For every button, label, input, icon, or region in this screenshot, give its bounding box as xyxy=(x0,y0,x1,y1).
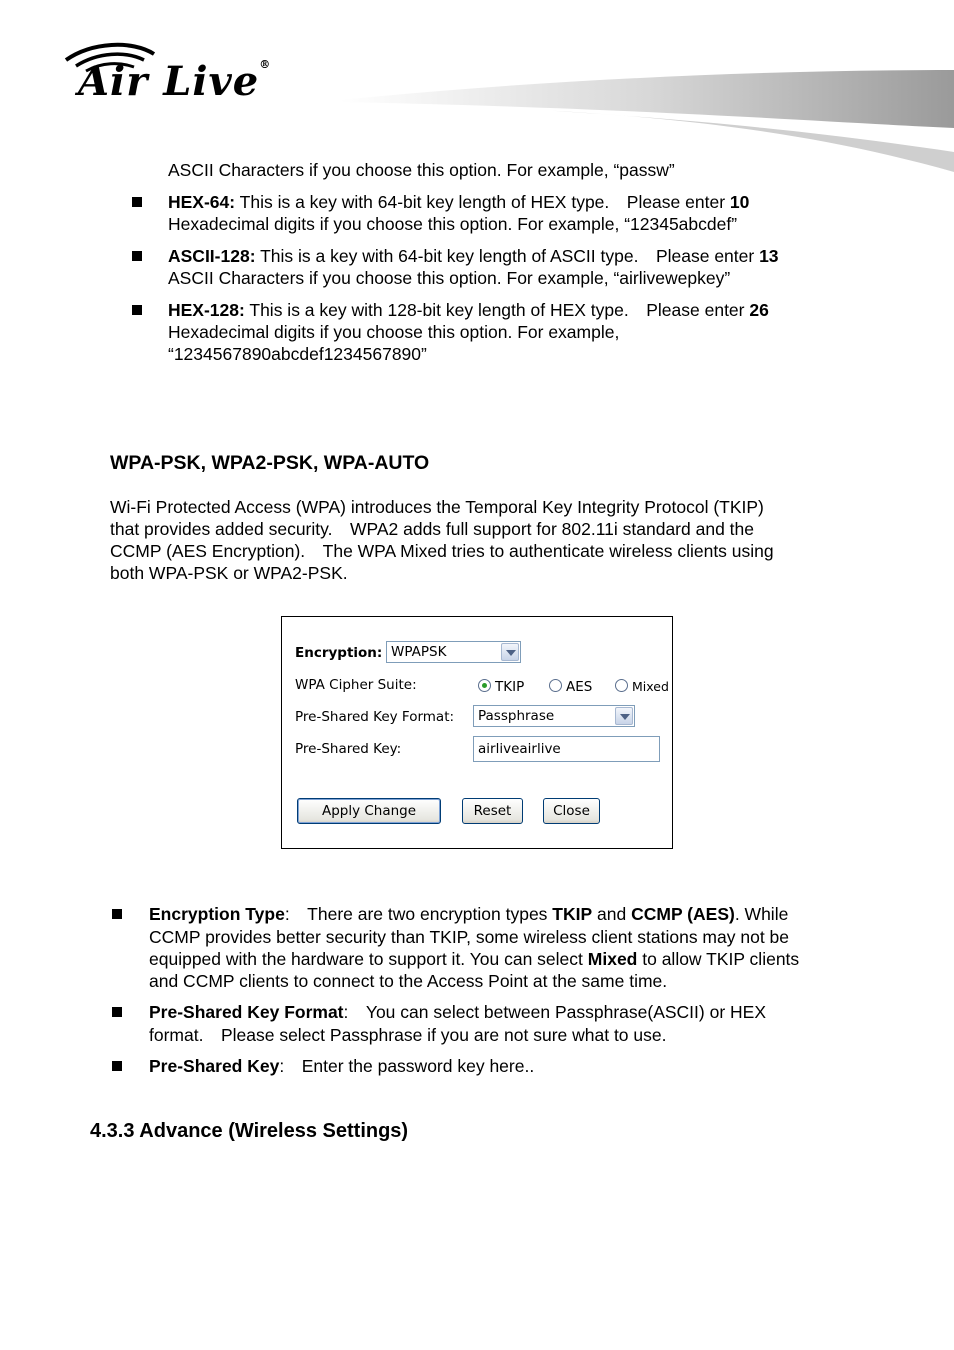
radio-aes[interactable] xyxy=(549,679,562,692)
key-list-continuation: ASCII Characters if you choose this option. For example, “passw” xyxy=(168,160,675,180)
ascii128-line1: ASCII-128: This is a key with 64-bit key length of ASCII type. Please enter 13 xyxy=(168,246,779,266)
hex64-line1: HEX-64: This is a key with 64-bit key length of HEX type. Please enter 10 xyxy=(168,192,750,212)
bullet-icon xyxy=(112,1007,122,1017)
ascii128-line2: ASCII Characters if you choose this option. For example, “airlivewepkey” xyxy=(168,268,731,288)
hex64-line2: Hexadecimal digits if you choose this option. For example, “12345abcdef” xyxy=(168,214,738,234)
chevron-down-icon[interactable] xyxy=(615,707,633,725)
bullet-icon xyxy=(132,305,142,315)
bullet-icon xyxy=(112,1061,122,1071)
bullet-icon xyxy=(112,909,122,919)
bullet-icon xyxy=(132,251,142,261)
encryption-type-line3: equipped with the hardware to support it. You can select Mixed to allow TKIP clients xyxy=(149,949,800,969)
logo-text: Air Live® xyxy=(78,58,272,105)
wpa-paragraph-line: that provides added security. WPA2 adds full support for 802.11i standard and the xyxy=(110,519,754,539)
psk-line1: Pre-Shared Key: Enter the password key here.. xyxy=(149,1056,535,1076)
psk-input-value: airliveairlive xyxy=(478,741,561,757)
reset-button[interactable]: Reset xyxy=(462,798,523,824)
encryption-type-line1: Encryption Type: There are two encryption types TKIP and CCMP (AES). While xyxy=(149,904,789,924)
radio-aes-label[interactable]: AES xyxy=(566,679,593,695)
key-format-value: Passphrase xyxy=(478,708,555,724)
encryption-label: Encryption: xyxy=(295,645,383,661)
psk-input[interactable] xyxy=(473,736,660,762)
encryption-type-line4: and CCMP clients to connect to the Access Point at the same time. xyxy=(149,971,668,991)
radio-tkip[interactable] xyxy=(478,679,491,692)
psk-label: Pre-Shared Key: xyxy=(295,741,402,757)
apply-change-button[interactable]: Apply Change xyxy=(297,798,441,824)
encryption-type-line2: CCMP provides better security than TKIP, some wireless client stations may not be xyxy=(149,927,790,947)
radio-tkip-label[interactable]: TKIP xyxy=(495,679,525,695)
section-heading-advance: 4.3.3 Advance (Wireless Settings) xyxy=(90,1120,409,1142)
encryption-select[interactable] xyxy=(386,641,521,663)
psk-format-line2: format. Please select Passphrase if you are not sure what to use. xyxy=(149,1025,667,1045)
close-button[interactable]: Close xyxy=(543,798,600,824)
hex128-line3: “1234567890abcdef1234567890” xyxy=(168,344,427,364)
radio-mixed[interactable] xyxy=(615,679,628,692)
wpa-paragraph-line: Wi-Fi Protected Access (WPA) introduces the Temporal Key Integrity Protocol (TKIP) xyxy=(110,497,764,517)
wpa-settings-dialog xyxy=(281,616,673,849)
encryption-select-value: WPAPSK xyxy=(391,644,447,660)
cipher-suite-label: WPA Cipher Suite: xyxy=(295,677,417,693)
bullet-icon xyxy=(132,197,142,207)
hex128-line1: HEX-128: This is a key with 128-bit key length of HEX type. Please enter 26 xyxy=(168,300,769,320)
chevron-down-icon[interactable] xyxy=(501,643,519,661)
hex128-line2: Hexadecimal digits if you choose this option. For example, xyxy=(168,322,620,342)
page-header xyxy=(0,0,954,180)
wpa-paragraph-line: both WPA-PSK or WPA2-PSK. xyxy=(110,563,348,583)
radio-mixed-label[interactable]: Mixed xyxy=(632,679,669,694)
key-format-label: Pre-Shared Key Format: xyxy=(295,709,455,725)
key-format-select[interactable] xyxy=(473,705,635,727)
wpa-heading: WPA-PSK, WPA2-PSK, WPA-AUTO xyxy=(110,452,430,474)
psk-format-line1: Pre-Shared Key Format: You can select between Passphrase(ASCII) or HEX xyxy=(149,1002,766,1022)
wpa-paragraph-line: CCMP (AES Encryption). The WPA Mixed tries to authenticate wireless clients using xyxy=(110,541,774,561)
